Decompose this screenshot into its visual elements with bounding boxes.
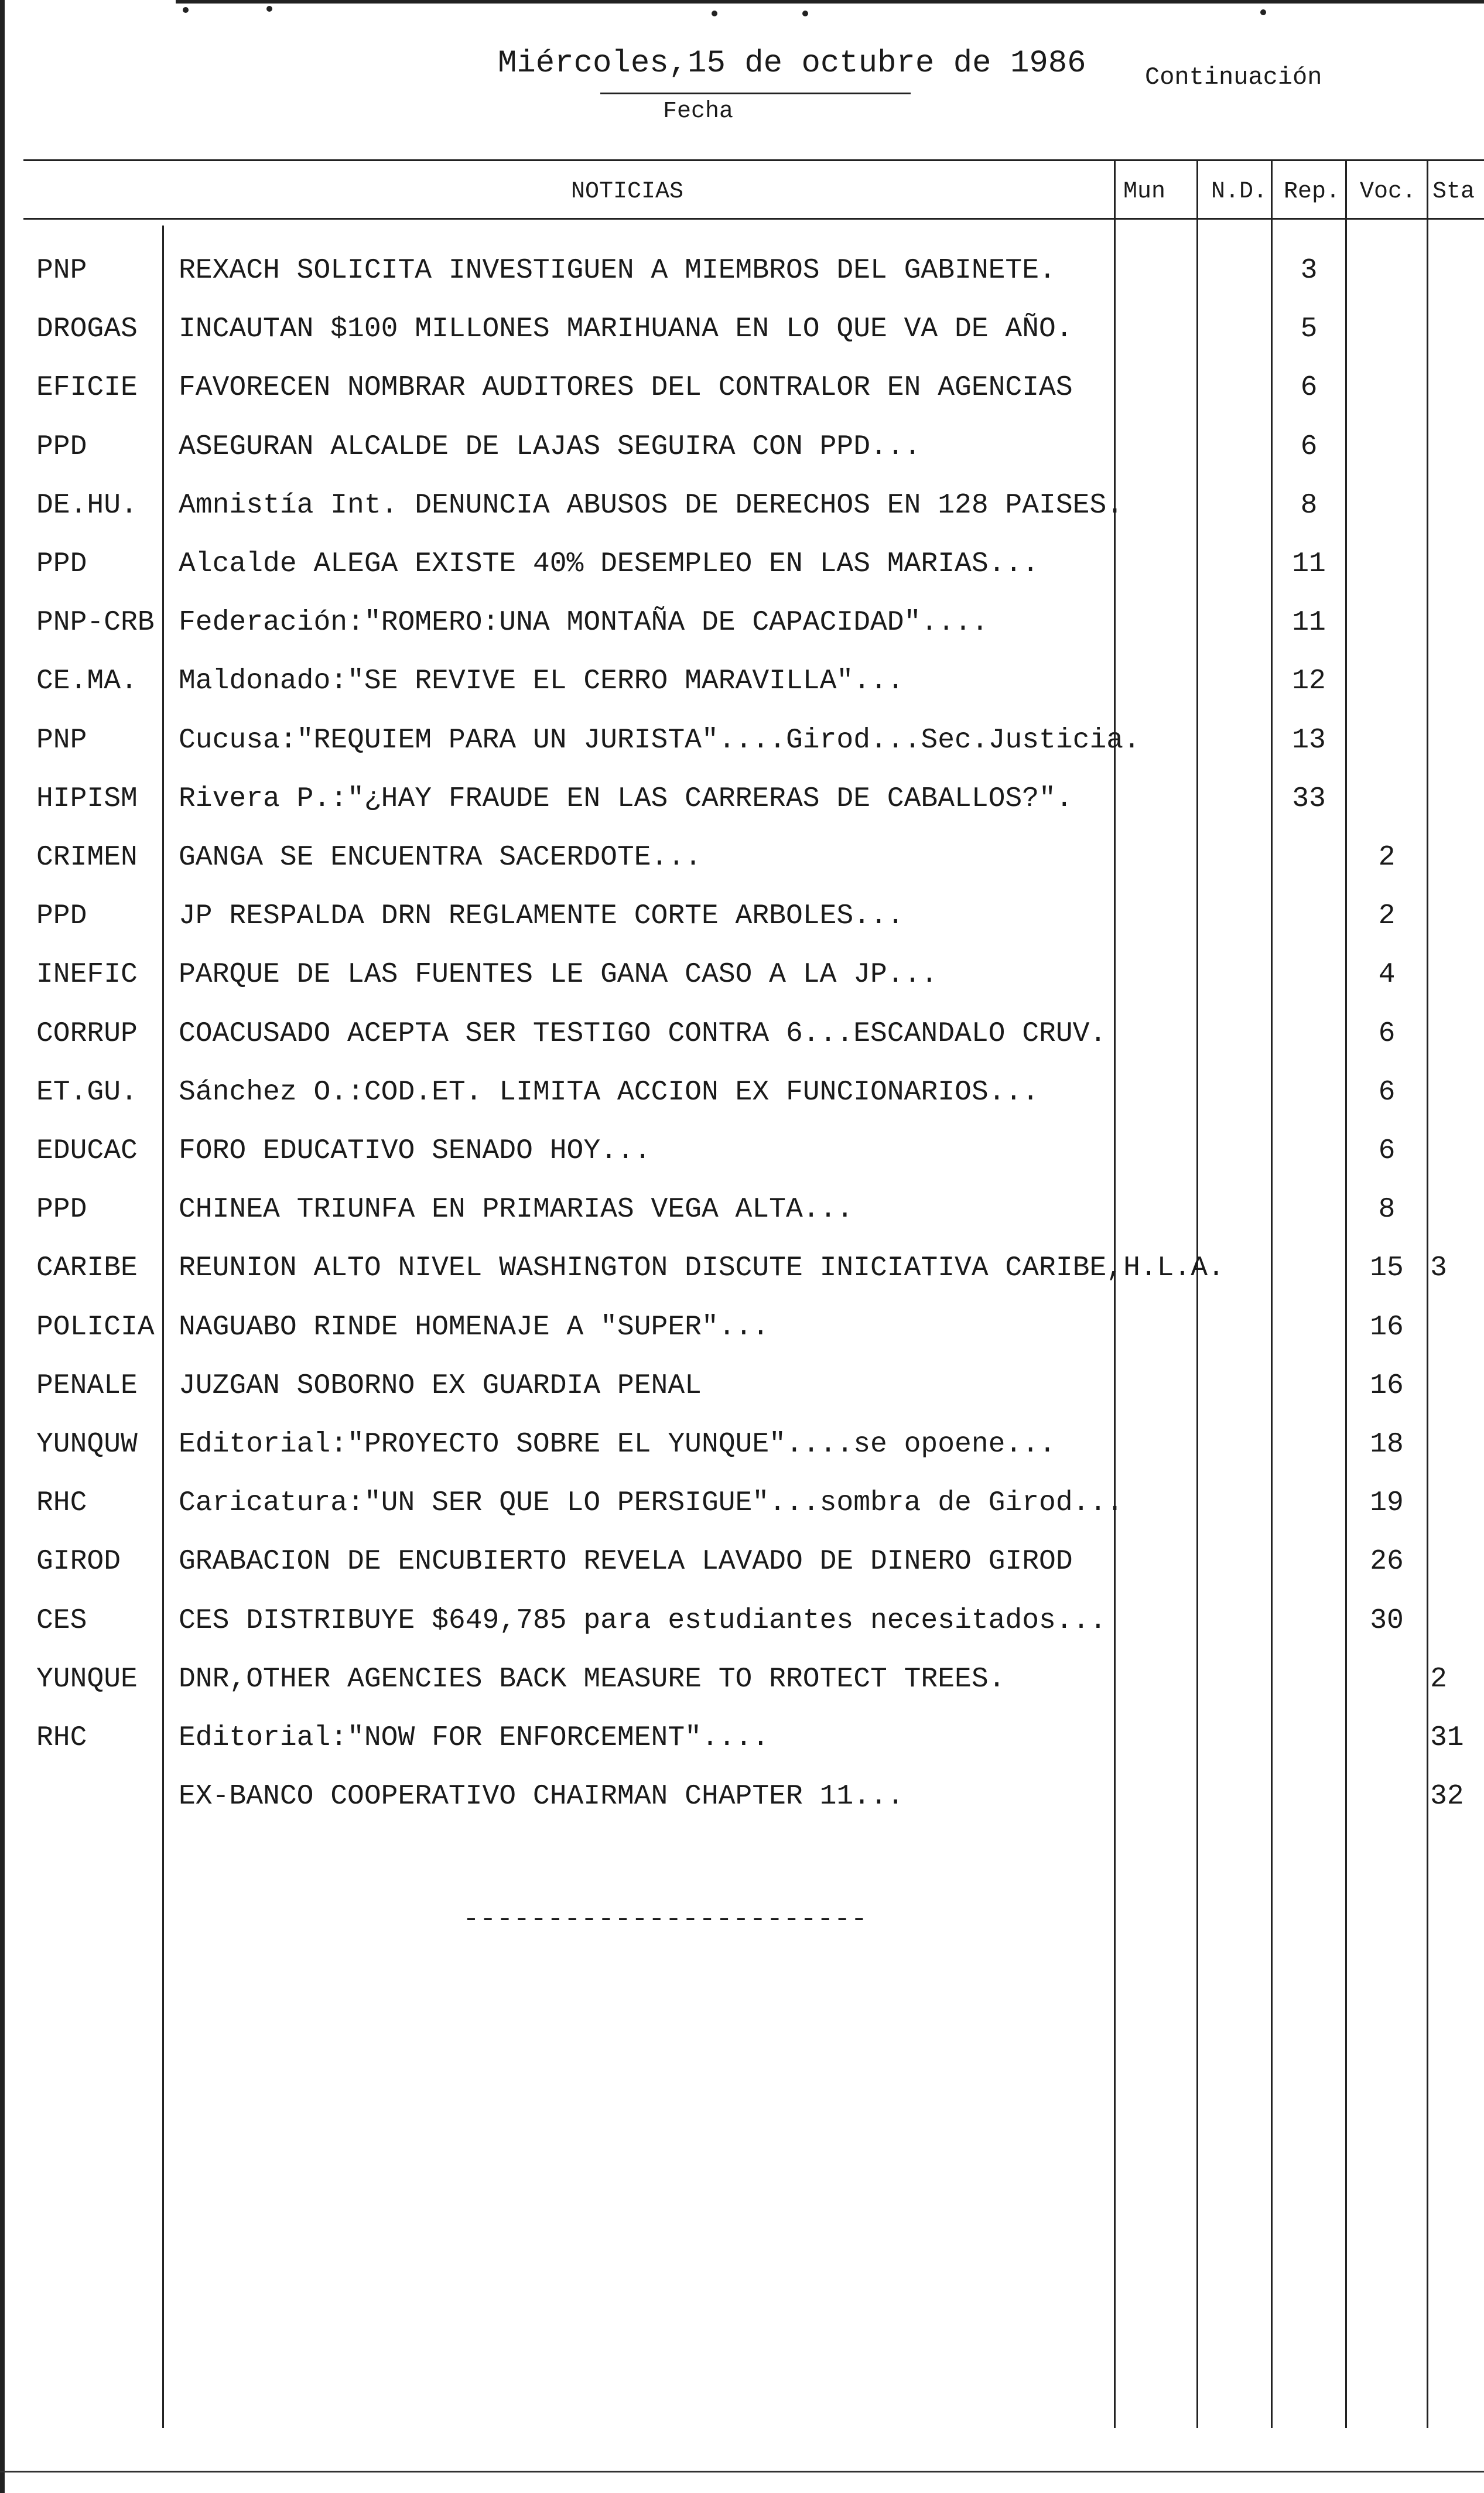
row-section-code: PPD <box>36 900 87 932</box>
row-voc-page: 2 <box>1378 842 1396 873</box>
row-headline: GRABACION DE ENCUBIERTO REVELA LAVADO DE DINERO GIROD <box>179 1546 1073 1577</box>
date-caption: Fecha <box>663 98 734 125</box>
end-separator: ------------------------ <box>463 1904 868 1935</box>
row-headline: CHINEA TRIUNFA EN PRIMARIAS VEGA ALTA... <box>179 1194 854 1225</box>
voc-column-divider <box>1345 159 1347 2428</box>
continuation-label: Continuación <box>1145 63 1322 91</box>
row-rep-page: 12 <box>1292 665 1326 697</box>
row-headline: JP RESPALDA DRN REGLAMENTE CORTE ARBOLES... <box>179 900 904 932</box>
row-rep-page: 6 <box>1300 372 1318 404</box>
row-headline: INCAUTAN $100 MILLONES MARIHUANA EN LO QUE VA DE AÑO. <box>179 313 1073 345</box>
nd-header: N.D. <box>1211 179 1268 205</box>
row-headline: REUNION ALTO NIVEL WASHINGTON DISCUTE INICIATIVA CARIBE,H.L.A. <box>179 1252 1225 1284</box>
row-section-code: CRIMEN <box>36 842 138 873</box>
row-rep-page: 8 <box>1300 490 1318 521</box>
sta-header: Sta <box>1432 179 1475 205</box>
scan-speck <box>183 7 189 13</box>
row-section-code: EFICIE <box>36 372 138 404</box>
bottom-rule <box>0 2471 1484 2472</box>
row-headline: Amnistía Int. DENUNCIA ABUSOS DE DERECHOS EN 128 PAISES. <box>179 490 1124 521</box>
row-headline: Federación:"ROMERO:UNA MONTAÑA DE CAPACIDAD".... <box>179 607 989 638</box>
row-voc-page: 6 <box>1378 1077 1396 1108</box>
noticias-header: NOTICIAS <box>571 179 684 205</box>
row-headline: GANGA SE ENCUENTRA SACERDOTE... <box>179 842 702 873</box>
row-section-code: HIPISM <box>36 783 138 815</box>
row-headline: Sánchez O.:COD.ET. LIMITA ACCION EX FUNCIONARIOS... <box>179 1077 1040 1108</box>
row-section-code: YUNQUW <box>36 1429 138 1460</box>
row-section-code: EDUCAC <box>36 1135 138 1167</box>
row-headline: Cucusa:"REQUIEM PARA UN JURISTA"....Girod...Sec.Justicia. <box>179 725 1140 756</box>
row-rep-page: 11 <box>1292 548 1326 580</box>
row-voc-page: 15 <box>1370 1252 1404 1284</box>
row-section-code: POLICIA <box>36 1312 155 1343</box>
row-sta-page: 3 <box>1430 1252 1447 1284</box>
row-voc-page: 6 <box>1378 1018 1396 1050</box>
row-rep-page: 13 <box>1292 725 1326 756</box>
row-section-code: PNP <box>36 255 87 286</box>
row-sta-page: 2 <box>1430 1664 1447 1695</box>
row-rep-page: 6 <box>1300 431 1318 463</box>
mun-header: Mun <box>1123 179 1166 205</box>
row-section-code: CE.MA. <box>36 665 138 697</box>
row-headline: Alcalde ALEGA EXISTE 40% DESEMPLEO EN LAS MARIAS... <box>179 548 1040 580</box>
row-sta-page: 31 <box>1430 1722 1464 1754</box>
row-section-code: YUNQUE <box>36 1664 138 1695</box>
code-column-divider <box>162 226 164 2428</box>
row-headline: Caricatura:"UN SER QUE LO PERSIGUE"...sombra de Girod... <box>179 1487 1124 1519</box>
row-voc-page: 16 <box>1370 1370 1404 1402</box>
row-headline: FORO EDUCATIVO SENADO HOY... <box>179 1135 651 1167</box>
row-section-code: PNP <box>36 725 87 756</box>
row-voc-page: 8 <box>1378 1194 1396 1225</box>
row-voc-page: 6 <box>1378 1135 1396 1167</box>
row-rep-page: 5 <box>1300 313 1318 345</box>
row-section-code: CORRUP <box>36 1018 138 1050</box>
scan-speck <box>712 11 717 16</box>
row-section-code: CES <box>36 1605 87 1637</box>
row-section-code: PPD <box>36 1194 87 1225</box>
row-voc-page: 26 <box>1370 1546 1404 1577</box>
row-headline: DNR,OTHER AGENCIES BACK MEASURE TO RROTECT TREES. <box>179 1664 1006 1695</box>
row-section-code: PENALE <box>36 1370 138 1402</box>
row-headline: FAVORECEN NOMBRAR AUDITORES DEL CONTRALOR EN AGENCIAS <box>179 372 1073 404</box>
row-section-code: RHC <box>36 1487 87 1519</box>
table-top-rule <box>23 159 1484 161</box>
row-headline: PARQUE DE LAS FUENTES LE GANA CASO A LA JP... <box>179 959 938 991</box>
row-voc-page: 16 <box>1370 1312 1404 1343</box>
row-rep-page: 11 <box>1292 607 1326 638</box>
row-section-code: DE.HU. <box>36 490 138 521</box>
row-voc-page: 30 <box>1370 1605 1404 1637</box>
row-headline: COACUSADO ACEPTA SER TESTIGO CONTRA 6...ESCANDALO CRUV. <box>179 1018 1107 1050</box>
row-voc-page: 18 <box>1370 1429 1404 1460</box>
scan-speck <box>266 6 272 12</box>
nd-column-divider <box>1196 159 1198 2428</box>
row-section-code: GIROD <box>36 1546 121 1577</box>
scan-speck <box>802 11 808 16</box>
row-headline: EX-BANCO COOPERATIVO CHAIRMAN CHAPTER 11... <box>179 1781 904 1812</box>
row-section-code: PPD <box>36 548 87 580</box>
scan-speck <box>1260 9 1266 15</box>
row-voc-page: 19 <box>1370 1487 1404 1519</box>
sta-column-divider <box>1427 159 1428 2428</box>
row-headline: Editorial:"NOW FOR ENFORCEMENT".... <box>179 1722 770 1754</box>
row-headline: CES DISTRIBUYE $649,785 para estudiantes necesitados... <box>179 1605 1107 1637</box>
scan-top-border <box>176 0 1484 4</box>
row-headline: JUZGAN SOBORNO EX GUARDIA PENAL <box>179 1370 702 1402</box>
date-line: Miércoles,15 de octubre de 1986 <box>498 46 1086 81</box>
row-section-code: INEFIC <box>36 959 138 991</box>
row-section-code: PPD <box>36 431 87 463</box>
row-rep-page: 3 <box>1300 255 1318 286</box>
row-section-code: ET.GU. <box>36 1077 138 1108</box>
voc-header: Voc. <box>1360 179 1417 205</box>
date-underline <box>600 93 911 94</box>
row-headline: Rivera P.:"¿HAY FRAUDE EN LAS CARRERAS DE CABALLOS?". <box>179 783 1073 815</box>
row-voc-page: 2 <box>1378 900 1396 932</box>
row-headline: REXACH SOLICITA INVESTIGUEN A MIEMBROS DEL GABINETE. <box>179 255 1056 286</box>
scan-left-border <box>0 0 5 2493</box>
row-headline: NAGUABO RINDE HOMENAJE A "SUPER"... <box>179 1312 770 1343</box>
row-headline: ASEGURAN ALCALDE DE LAJAS SEGUIRA CON PPD... <box>179 431 921 463</box>
rep-header: Rep. <box>1284 179 1341 205</box>
row-sta-page: 32 <box>1430 1781 1464 1812</box>
row-rep-page: 33 <box>1292 783 1326 815</box>
row-section-code: CARIBE <box>36 1252 138 1284</box>
row-section-code: PNP-CRB <box>36 607 155 638</box>
row-headline: Maldonado:"SE REVIVE EL CERRO MARAVILLA"... <box>179 665 904 697</box>
row-headline: Editorial:"PROYECTO SOBRE EL YUNQUE"....se opoene... <box>179 1429 1056 1460</box>
table-header-rule <box>23 218 1484 220</box>
row-voc-page: 4 <box>1378 959 1396 991</box>
row-section-code: DROGAS <box>36 313 138 345</box>
row-section-code: RHC <box>36 1722 87 1754</box>
